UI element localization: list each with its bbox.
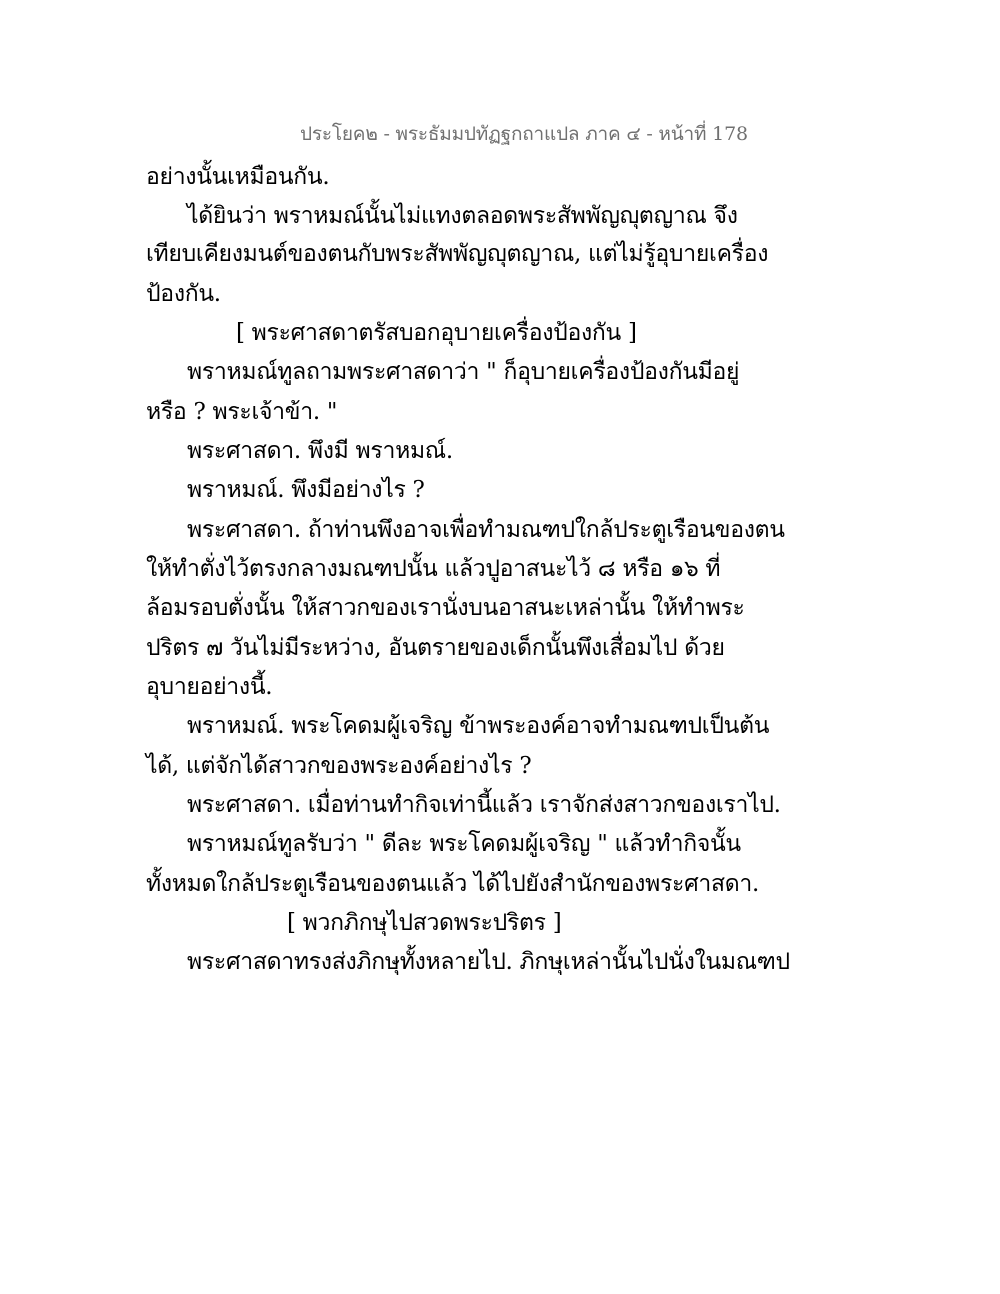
- text-line: ล้อมรอบตั่งนั้น ให้สาวกของเรานั่งบนอาสนะเหล่านั้น ให้ทำพระ: [146, 595, 745, 621]
- text-line: อย่างนั้นเหมือนกัน.: [146, 164, 330, 190]
- section-heading: [ พระศาสดาตรัสบอกอุบายเครื่องป้องกัน ]: [236, 320, 637, 346]
- paragraph-start: พระศาสดา. เมื่อท่านทำกิจเท่านี้แล้ว เราจักส่งสาวกของเราไป.: [187, 792, 781, 818]
- paragraph-start: พระศาสดาทรงส่งภิกษุทั้งหลายไป. ภิกษุเหล่านั้นไปนั่งในมณฑป: [187, 949, 790, 975]
- paragraph-start: พราหมณ์ทูลถามพระศาสดาว่า " ก็อุบายเครื่องป้องกันมีอยู่: [187, 359, 740, 385]
- text-line: หรือ ? พระเจ้าข้า. ": [146, 399, 338, 425]
- paragraph-start: ได้ยินว่า พราหมณ์นั้นไม่แทงตลอดพระสัพพัญญุตญาณ จึง: [187, 203, 738, 229]
- paragraph-start: พระศาสดา. ถ้าท่านพึงอาจเพื่อทำมณฑปใกล้ประตูเรือนของตน: [187, 517, 785, 543]
- text-line: ให้ทำตั่งไว้ตรงกลางมณฑปนั้น แล้วปูอาสนะไว้ ๘ หรือ ๑๖ ที่: [146, 556, 721, 582]
- text-line: ได้, แต่จักได้สาวกของพระองค์อย่างไร ?: [146, 753, 532, 779]
- paragraph-start: พราหมณ์. พระโคดมผู้เจริญ ข้าพระองค์อาจทำมณฑปเป็นต้น: [187, 713, 770, 739]
- text-line: ปริตร ๗ วันไม่มีระหว่าง, อันตรายของเด็กนั้นพึงเสื่อมไป ด้วย: [146, 635, 725, 661]
- text-line: เทียบเคียงมนต์ของตนกับพระสัพพัญญุตญาณ, แต่ไม่รู้อุบายเครื่อง: [146, 241, 769, 267]
- paragraph-start: พระศาสดา. พึงมี พราหมณ์.: [187, 438, 453, 464]
- text-line: อุบายอย่างนี้.: [146, 674, 273, 700]
- paragraph-start: พราหมณ์. พึงมีอย่างไร ?: [187, 477, 425, 503]
- paragraph-start: พราหมณ์ทูลรับว่า " ดีละ พระโคดมผู้เจริญ " แล้วทำกิจนั้น: [187, 831, 741, 857]
- text-line: ป้องกัน.: [146, 281, 221, 307]
- text-line: ทั้งหมดใกล้ประตูเรือนของตนแล้ว ได้ไปยังสำนักของพระศาสดา.: [146, 871, 759, 897]
- section-heading: [ พวกภิกษุไปสวดพระปริตร ]: [287, 910, 562, 936]
- running-header: ประโยค๒ - พระธัมมปทัฏฐกถาแปล ภาค ๔ - หน้าที่ 178: [300, 123, 748, 145]
